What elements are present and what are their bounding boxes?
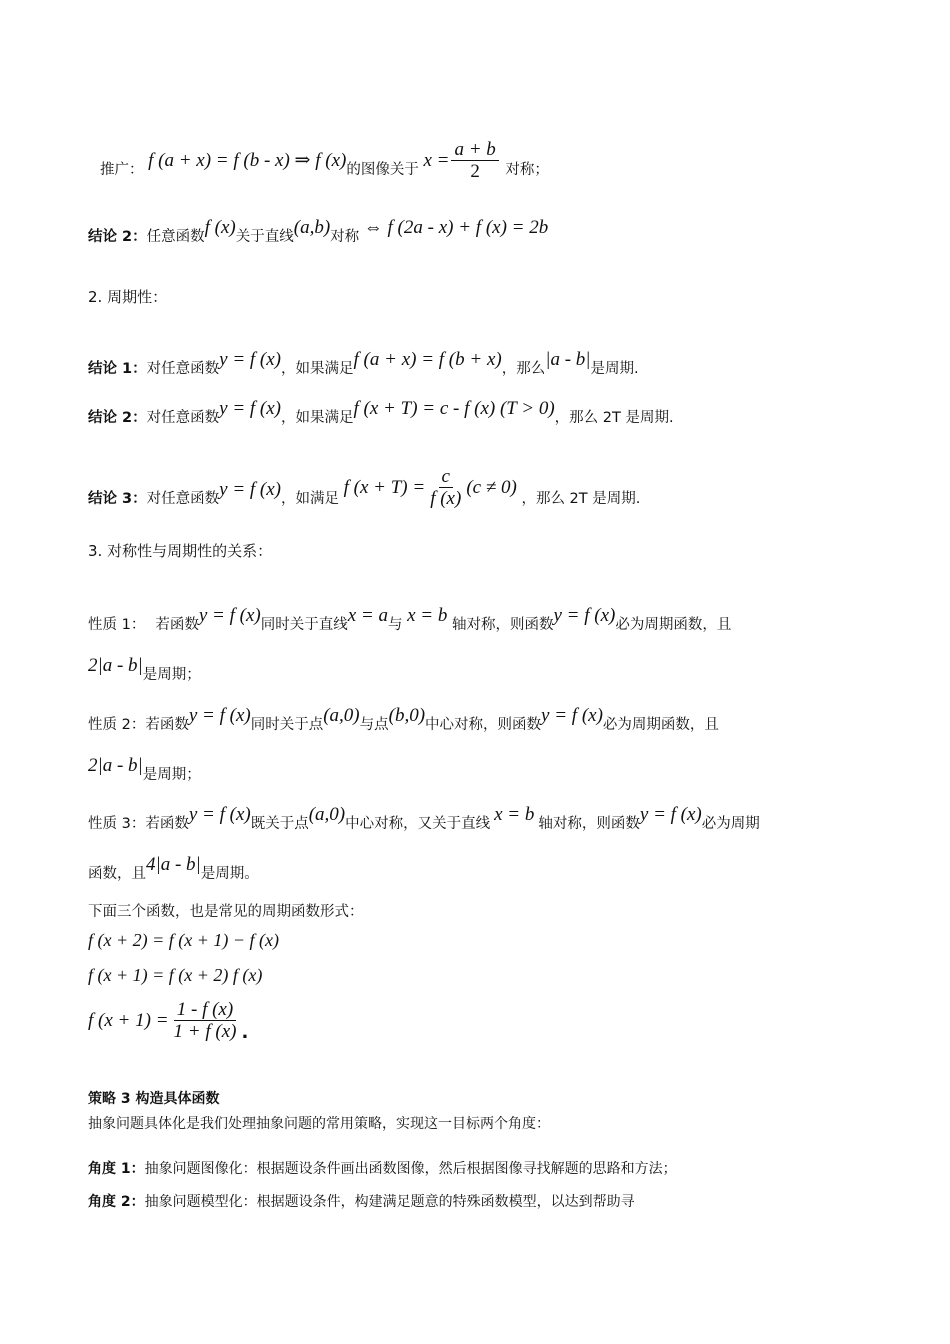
text: 是周期； [142, 767, 201, 783]
formula [423, 140, 500, 183]
text: 同时关于点 [250, 717, 324, 733]
formula-lhs: f (x + 1) = [88, 1009, 169, 1031]
formula: x = b [407, 605, 448, 626]
text: 是周期. [590, 361, 639, 377]
text: 既关于点 [250, 816, 309, 832]
angle-line [88, 1159, 677, 1179]
text: 关于直线 [235, 229, 294, 245]
formula: f (a + x) = f (b + x) [353, 349, 502, 370]
text: 中心对称，则函数 [425, 717, 542, 733]
angle-label: 角度 1： [88, 1161, 145, 1177]
paragraph: 下面三个函数，也是常见的周期函数形式： [88, 904, 364, 920]
formula: y = f (x) [188, 804, 251, 825]
text: 必为周期 [701, 816, 760, 832]
formula: x = b [494, 804, 535, 825]
formula: f (x + 2) = f (x + 1) − f (x) [88, 930, 280, 950]
formula-line [88, 965, 262, 987]
property-continuation [88, 655, 201, 685]
section-heading: 3. 对称性与周期性的关系： [88, 542, 273, 560]
text: 对任意函数 [146, 361, 220, 377]
text: 中心对称，又关于直线 [345, 816, 491, 832]
formula: y = f (x) [188, 705, 251, 726]
paragraph: 抽象问题具体化是我们处理抽象问题的常用策略，实现这一目标两个角度： [88, 1116, 550, 1132]
angle-line [88, 1192, 635, 1212]
formula: y = f (x) [639, 804, 702, 825]
text: 若函数 [155, 617, 199, 633]
formula: f (a + x) = f (b - x) ⇒ f (x) [148, 149, 347, 171]
text: 与 [387, 617, 403, 633]
formula: f (x) [204, 217, 236, 238]
text: 若函数 [145, 816, 189, 832]
text: 对任意函数 [146, 490, 220, 507]
formula: y = f (x) [541, 705, 603, 726]
text: 函数，且 [88, 866, 146, 882]
generalization-line [100, 139, 549, 191]
conclusion-label: 结论 2： [88, 229, 147, 245]
conclusion-line [88, 398, 674, 428]
period: . [241, 1021, 249, 1043]
text: 对任意函数 [146, 410, 220, 426]
denominator: f (x) [430, 488, 462, 509]
fraction [171, 1000, 240, 1043]
formula-lhs: f (x + T) = [343, 476, 426, 498]
formula: y = f (x) [219, 398, 282, 419]
text: 是周期。 [200, 866, 259, 882]
formula: (a,b) [293, 217, 331, 238]
denominator: 2 [470, 161, 480, 182]
text: 必为周期函数，且 [602, 717, 719, 733]
text: 轴对称，则函数 [538, 816, 640, 832]
formula-lhs: x = [423, 149, 450, 171]
formula-line [88, 999, 249, 1055]
text: 抽象问题模型化：根据题设条件，构建满足题意的特殊函数模型，以达到帮助寻 [144, 1194, 635, 1210]
formula: (b,0) [388, 705, 426, 726]
property-label: 性质 2： [88, 717, 146, 733]
formula: (a,0) [308, 804, 346, 825]
property-line [88, 605, 732, 635]
formula [344, 467, 517, 510]
formula: x = a [347, 605, 388, 626]
formula: ⇔ f (2a - x) + f (x) = 2b [363, 217, 549, 238]
property-line [88, 705, 719, 735]
strategy-heading: 策略 3 构造具体函数 [88, 1091, 220, 1107]
text: ，那么 [501, 361, 546, 377]
text: 轴对称，则函数 [451, 617, 554, 633]
conclusion-label: 结论 3： [88, 490, 147, 507]
text: 任意函数 [146, 229, 205, 245]
property-continuation [88, 854, 259, 884]
numerator: a + b [451, 140, 498, 161]
formula: f (x + 1) = f (x + 2) f (x) [88, 965, 263, 985]
formula: y = f (x) [198, 605, 261, 626]
section-heading: 2. 周期性： [88, 288, 168, 306]
conclusion-label: 结论 2： [88, 410, 147, 426]
text: ，如满足 [281, 490, 340, 507]
conclusion-line [88, 349, 639, 379]
fraction [451, 140, 498, 183]
numerator: 1 - f (x) [174, 1000, 236, 1021]
generalization-label: 推广： [100, 161, 144, 178]
text: ，如果满足 [281, 361, 354, 377]
formula: (a,0) [323, 705, 360, 726]
property-line [88, 804, 760, 834]
formula [88, 1000, 241, 1043]
formula: y = f (x) [219, 478, 282, 500]
formula: 2|a - b| [88, 655, 143, 676]
conclusion-line [88, 217, 549, 247]
text: 抽象问题图像化：根据题设条件画出函数图像，然后根据图像寻找解题的思路和方法； [144, 1161, 677, 1177]
numerator: c [439, 467, 453, 488]
text: 必为周期函数，且 [615, 617, 732, 633]
conclusion-label: 结论 1： [88, 361, 147, 377]
property-label: 性质 1： [88, 617, 146, 633]
text: 是周期； [142, 667, 201, 683]
formula: 2|a - b| [88, 755, 143, 776]
text: 若函数 [145, 717, 189, 733]
text: ，如果满足 [281, 410, 354, 426]
conclusion-line [88, 466, 641, 520]
formula: y = f (x) [553, 605, 616, 626]
text: 同时关于直线 [260, 617, 348, 633]
formula: f (x + T) = c - f (x) (T > 0) [353, 398, 555, 419]
formula-rhs: (c ≠ 0) [466, 476, 517, 498]
text: 的图像关于 [346, 161, 419, 178]
property-continuation [88, 755, 201, 785]
text: ，那么 2T 是周期. [521, 490, 641, 507]
property-label: 性质 3： [88, 816, 146, 832]
text: 对称 [330, 229, 360, 245]
denominator: 1 + f (x) [173, 1021, 237, 1042]
angle-label: 角度 2： [88, 1194, 145, 1210]
formula-line [88, 930, 279, 952]
formula: 4|a - b| [146, 854, 201, 875]
text: 对称； [505, 161, 549, 178]
text: 与点 [359, 717, 389, 733]
formula: y = f (x) [219, 349, 282, 370]
fraction [427, 467, 464, 510]
formula: |a - b| [545, 349, 591, 370]
text: ，那么 2T 是周期. [554, 410, 674, 426]
